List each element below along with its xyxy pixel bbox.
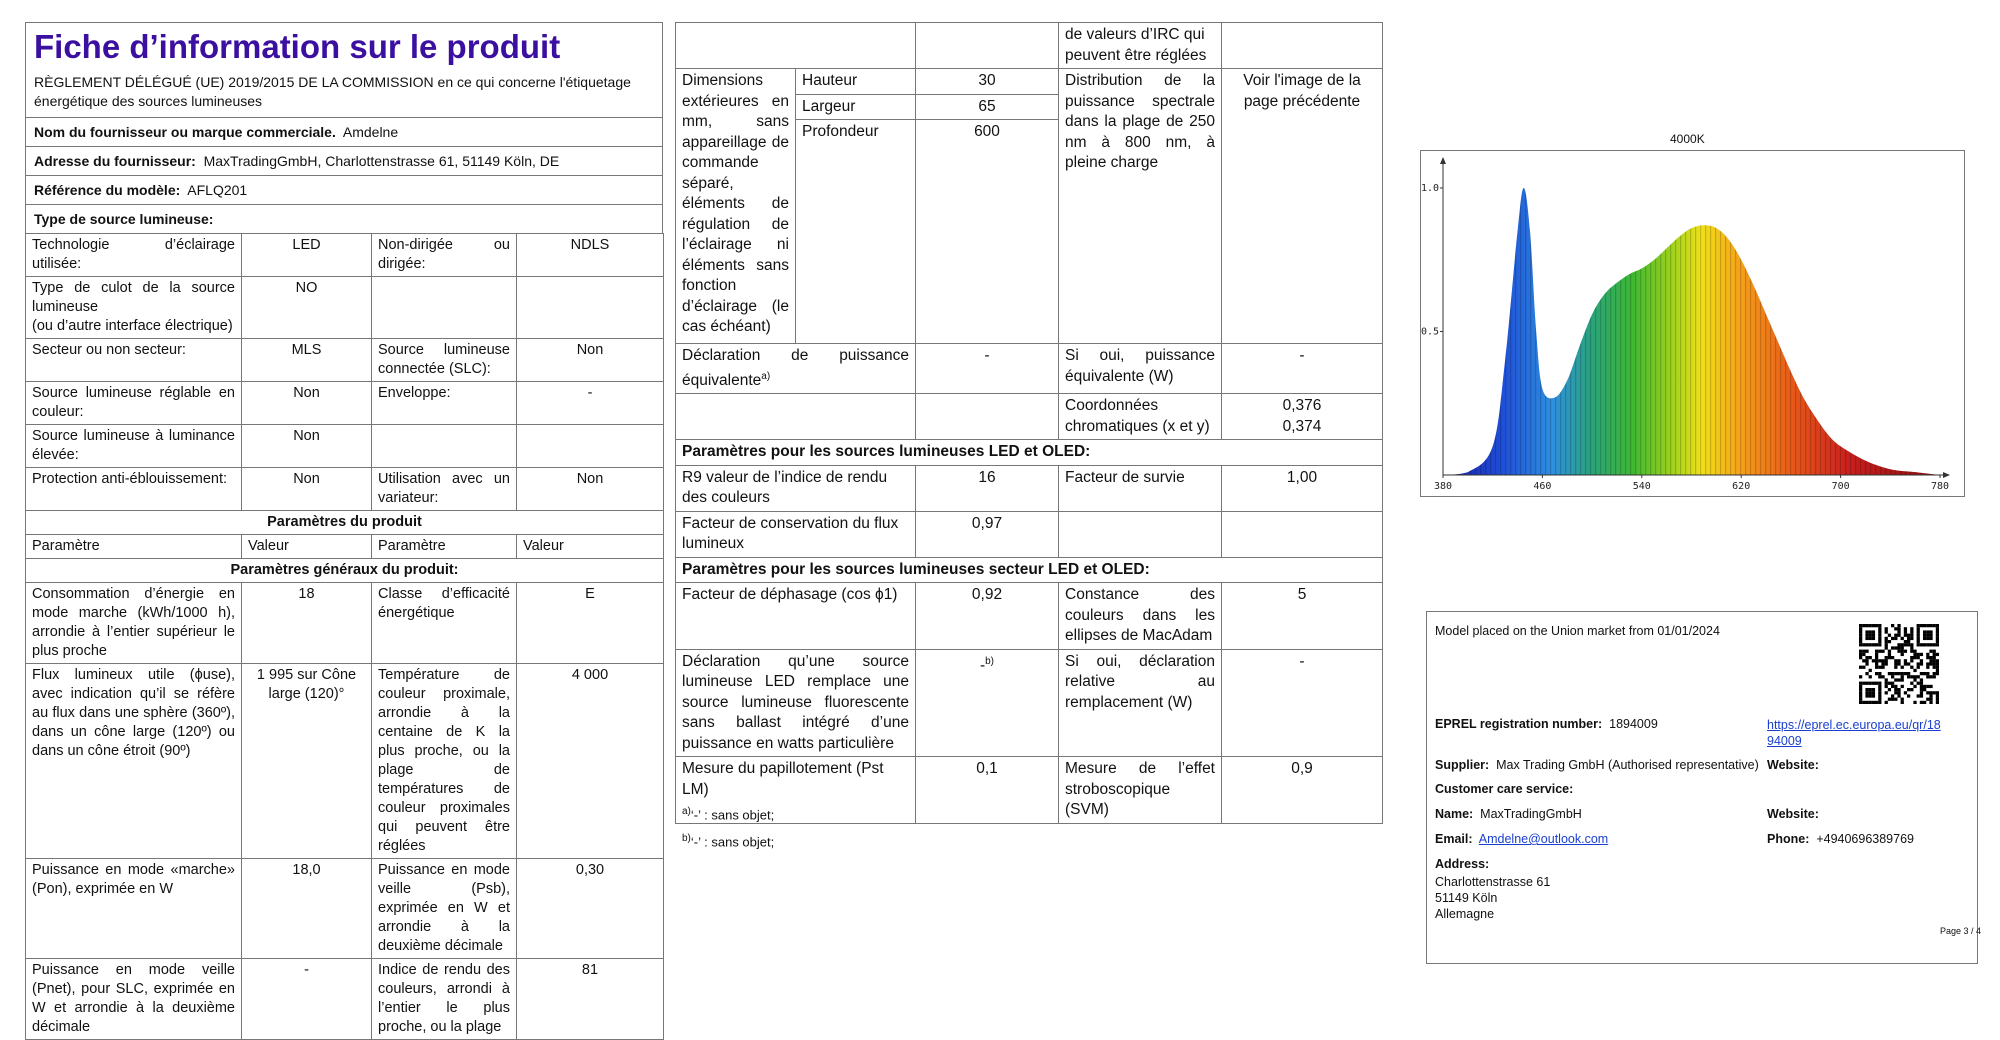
footnote	[682, 827, 774, 854]
param-name: R9 valeur de l’indice de rendu des couleurs	[676, 465, 916, 511]
param-name: Facteur de survie	[1059, 465, 1222, 511]
param-name: Si oui, puissance équivalente (W)	[1059, 344, 1222, 394]
param-value: -	[517, 382, 664, 425]
dimension-value: 600	[916, 120, 1059, 344]
x-axis-arrow-icon	[1943, 472, 1950, 478]
address-line: Allemagne	[1435, 907, 1495, 921]
footnote-ref: a)	[761, 370, 771, 382]
param-name: Constance des couleurs dans les ellipses de MacAdam	[1059, 583, 1222, 650]
param-value: LED	[242, 234, 372, 277]
website-label: Website:	[1767, 758, 1819, 772]
table-row	[26, 425, 664, 468]
param-value: -	[242, 959, 372, 1040]
plot-area	[1421, 157, 1950, 492]
param-value: Non	[242, 468, 372, 511]
param-value: Voir l'image de la page précédente	[1222, 69, 1383, 344]
param-value: -	[1222, 344, 1383, 394]
param-value: NO	[242, 277, 372, 339]
y-tick-label: 0.5	[1420, 326, 1439, 338]
table-row	[26, 535, 664, 559]
param-name: Indice de rendu des couleurs, arrondi à l’entier le plus proche, ou la plage	[372, 959, 517, 1040]
param-value	[517, 277, 664, 339]
param-name: Flux lumineux utile (ϕuse), avec indication qu’il se réfère au flux dans une sphère (360º), dans un cône large (120º) ou dans un cône étroit (90º)	[26, 664, 242, 859]
address-line: Charlottenstrasse 61	[1435, 875, 1551, 889]
supplier-name-row	[25, 117, 663, 146]
eprel-reg-label: EPREL registration number:	[1435, 717, 1603, 731]
table-row	[676, 757, 1383, 824]
table-row	[676, 69, 1383, 95]
website-label: Website:	[1767, 807, 1819, 821]
table-row	[26, 859, 664, 959]
param-value: 5	[1222, 583, 1383, 650]
section-header: Paramètres généraux du produit:	[26, 559, 664, 583]
customer-care-label: Customer care service:	[1435, 782, 1574, 796]
table-row	[26, 234, 664, 277]
table-row	[26, 583, 664, 664]
replace-value: -	[979, 656, 986, 674]
param-value: 0,9	[1222, 757, 1383, 824]
table-row	[676, 649, 1383, 757]
contact-name-label: Name:	[1435, 807, 1474, 821]
table-row	[26, 664, 664, 859]
table-row	[676, 344, 1383, 394]
page-number: Page 3 / 4	[1940, 926, 1982, 936]
param-name: Puissance en mode «marche» (Pon), exprimée en W	[26, 859, 242, 959]
param-name: Température de couleur proximale, arrondie à la centaine de K la plus proche, ou la plage de températures de couleur proximales qui peuvent être réglées	[372, 664, 517, 859]
param-name: Protection anti-éblouissement:	[26, 468, 242, 511]
eprel-link[interactable]	[1767, 717, 1941, 749]
param-name	[372, 425, 517, 468]
param-value: E	[517, 583, 664, 664]
param-value	[517, 425, 664, 468]
param-value: -	[1222, 649, 1383, 757]
footnote-mark: a)	[682, 806, 691, 817]
x-tick-label: 620	[1732, 481, 1751, 492]
param-name: Dimensions extérieures en mm, sans appareillage de commande séparé, éléments de régulation de l’éclairage ni éléments sans fonction d’éclairage (le cas échéant)	[676, 69, 796, 344]
footnote	[682, 800, 774, 827]
source-type-row	[25, 204, 663, 233]
param-name: Technologie d’éclairage utilisée:	[26, 234, 242, 277]
empty-cell	[676, 394, 916, 440]
dimension-value: 65	[916, 94, 1059, 120]
param-name	[676, 344, 916, 394]
address-label: Address:	[1435, 857, 1490, 871]
param-value: 0,92	[916, 583, 1059, 650]
y-tick-label: 1.0	[1420, 182, 1439, 194]
param-name: Mesure du papillotement (Pst LM)	[676, 757, 916, 824]
contact-name-value: MaxTradingGmbH	[1480, 807, 1582, 821]
empty-cell	[1059, 511, 1222, 557]
dimension-name: Profondeur	[796, 120, 916, 344]
market-date-text: Model placed on the Union market from 01/01/2024	[1435, 624, 1720, 638]
middle-params-table	[675, 22, 1383, 824]
supplier-address-label: Adresse du fournisseur:	[34, 153, 196, 169]
param-value: 0,1	[916, 757, 1059, 824]
spectrum-stripes	[1443, 188, 1940, 475]
param-value: Non	[242, 382, 372, 425]
param-name: Distribution de la puissance spectrale dans la plage de 250 nm à 800 nm, à pleine charge	[1059, 69, 1222, 344]
param-name: Source lumineuse à luminance élevée:	[26, 425, 242, 468]
eprel-link-line: 94009	[1767, 734, 1802, 748]
x-tick-label: 540	[1632, 481, 1651, 492]
footnote-mark: b)	[682, 833, 691, 845]
chroma-x: 0,376	[1282, 397, 1322, 415]
param-name: Mesure de l’effet stroboscopique (SVM)	[1059, 757, 1222, 824]
param-name-line: Type de culot de la source lumineuse	[32, 280, 235, 315]
table-row	[26, 511, 664, 535]
empty-cell	[676, 23, 916, 69]
eprel-info-box	[1426, 611, 1978, 964]
table-row	[26, 559, 664, 583]
dimension-name: Hauteur	[796, 69, 916, 95]
param-name: Puissance en mode veille (Psb), exprimée en W et arrondie à la deuxième décimale	[372, 859, 517, 959]
table-row	[26, 382, 664, 425]
empty-cell	[916, 394, 1059, 440]
regulation-text: RÈGLEMENT DÉLÉGUÉ (UE) 2019/2015 DE LA COMMISSION en ce qui concerne l'étiquetage énergétique des sources lumineuses	[34, 74, 631, 109]
footnote-text: ‘-’ : sans objet;	[690, 807, 775, 823]
section-header: Paramètres du produit	[26, 511, 664, 535]
section-header: Paramètres pour les sources lumineuses LED et OLED:	[676, 440, 1383, 466]
address-line: 51149 Köln	[1435, 891, 1498, 905]
column-header: Valeur	[517, 535, 664, 559]
table-row	[26, 468, 664, 511]
equiv-decl-label: Déclaration de puissance équivalente	[682, 347, 909, 389]
param-value: 81	[517, 959, 664, 1040]
param-name: de valeurs d’IRC qui peuvent être réglées	[1059, 23, 1222, 69]
supplier-value: Max Trading GmbH (Authorised representative)	[1496, 758, 1759, 772]
empty-cell	[1222, 511, 1383, 557]
param-name	[372, 277, 517, 339]
param-name: Source lumineuse réglable en couleur:	[26, 382, 242, 425]
eprel-reg-value: 1894009	[1609, 717, 1658, 731]
supplier-address-value: MaxTradingGmbH, Charlottenstrasse 61, 51149 Köln, DE	[203, 153, 560, 169]
email-label: Email:	[1435, 832, 1473, 846]
param-value: 0,30	[517, 859, 664, 959]
param-name: Si oui, déclaration relative au remplacement (W)	[1059, 649, 1222, 757]
model-label: Référence du modèle:	[34, 182, 181, 198]
empty-cell	[916, 23, 1059, 69]
model-value: AFLQ201	[187, 182, 248, 198]
param-name: Coordonnées chromatiques (x et y)	[1059, 394, 1222, 440]
source-type-label: Type de source lumineuse:	[34, 211, 214, 227]
supplier-name-label: Nom du fournisseur ou marque commerciale.	[34, 124, 336, 140]
param-value	[916, 649, 1059, 757]
param-name: Non-dirigée ou dirigée:	[372, 234, 517, 277]
param-name: Facteur de déphasage (cos ϕ1)	[676, 583, 916, 650]
param-name: Utilisation avec un variateur:	[372, 468, 517, 511]
param-name: Secteur ou non secteur:	[26, 339, 242, 382]
column-header: Paramètre	[372, 535, 517, 559]
x-tick-label: 700	[1831, 481, 1850, 492]
supplier-address-row	[25, 146, 663, 175]
dimension-name: Largeur	[796, 94, 916, 120]
chroma-y: 0,374	[1282, 417, 1322, 435]
supplier-label: Supplier:	[1435, 758, 1490, 772]
param-name: Déclaration qu’une source lumineuse LED remplace une source lumineuse fluorescente sans ballast intégré d’une puissance en watts particulière	[676, 649, 916, 757]
footnote-text: ‘-’ : sans objet;	[690, 834, 775, 850]
param-name: Source lumineuse connectée (SLC):	[372, 339, 517, 382]
param-value: -	[916, 344, 1059, 394]
footnotes	[682, 800, 774, 855]
x-tick-label: 460	[1533, 481, 1552, 492]
chart-title: 4000K	[1670, 132, 1705, 146]
product-params-table	[25, 233, 664, 1040]
param-value: 18,0	[242, 859, 372, 959]
phone-value: +4940696389769	[1816, 832, 1914, 846]
param-value: Non	[242, 425, 372, 468]
param-value: 18	[242, 583, 372, 664]
table-row	[676, 583, 1383, 650]
x-tick-label: 380	[1433, 481, 1453, 492]
param-value: 1,00	[1222, 465, 1383, 511]
table-row	[676, 465, 1383, 511]
param-value: 1 995 sur Cône large (120)°	[242, 664, 372, 859]
table-row	[676, 440, 1383, 466]
footnote-ref: b)	[985, 655, 995, 667]
param-value: 16	[916, 465, 1059, 511]
dimension-value: 30	[916, 69, 1059, 95]
param-name-line: (ou d’autre interface électrique)	[32, 318, 233, 334]
param-value: NDLS	[517, 234, 664, 277]
supplier-name-value: Amdelne	[342, 124, 399, 140]
table-row	[676, 557, 1383, 583]
empty-cell	[1222, 23, 1383, 69]
eprel-link-line: https://eprel.ec.europa.eu/qr/18	[1767, 718, 1941, 732]
param-name: Consommation d’énergie en mode marche (kWh/1000 h), arrondie à l’entier supérieur le plus proche	[26, 583, 242, 664]
table-row	[676, 394, 1383, 440]
param-name	[26, 277, 242, 339]
column-header: Paramètre	[26, 535, 242, 559]
param-name: Classe d’efficacité énergétique	[372, 583, 517, 664]
spectrum-chart	[1420, 145, 1965, 497]
table-row	[676, 23, 1383, 69]
column-header: Valeur	[242, 535, 372, 559]
param-value	[1222, 394, 1383, 440]
table-row	[676, 511, 1383, 557]
address-block	[1435, 874, 1550, 922]
phone-label: Phone:	[1767, 832, 1810, 846]
page-title: Fiche d’information sur le produit	[34, 28, 561, 65]
left-column	[25, 22, 663, 1040]
table-row	[26, 277, 664, 339]
param-name: Enveloppe:	[372, 382, 517, 425]
y-axis-arrow-icon	[1440, 157, 1446, 164]
qr-code-icon[interactable]	[1859, 624, 1939, 704]
model-row	[25, 175, 663, 204]
param-value: 0,97	[916, 511, 1059, 557]
header-block	[25, 22, 663, 117]
x-tick-label: 780	[1930, 481, 1950, 492]
param-value: MLS	[242, 339, 372, 382]
param-value: Non	[517, 468, 664, 511]
section-header: Paramètres pour les sources lumineuses secteur LED et OLED:	[676, 557, 1383, 583]
table-row	[26, 339, 664, 382]
param-name: Puissance en mode veille (Pnet), pour SLC, exprimée en W et arrondie à la deuxième décimale	[26, 959, 242, 1040]
email-link[interactable]: Amdelne@outlook.com	[1478, 832, 1609, 846]
table-row	[26, 959, 664, 1040]
param-name: Facteur de conservation du flux lumineux	[676, 511, 916, 557]
param-value: Non	[517, 339, 664, 382]
param-value: 4 000	[517, 664, 664, 859]
